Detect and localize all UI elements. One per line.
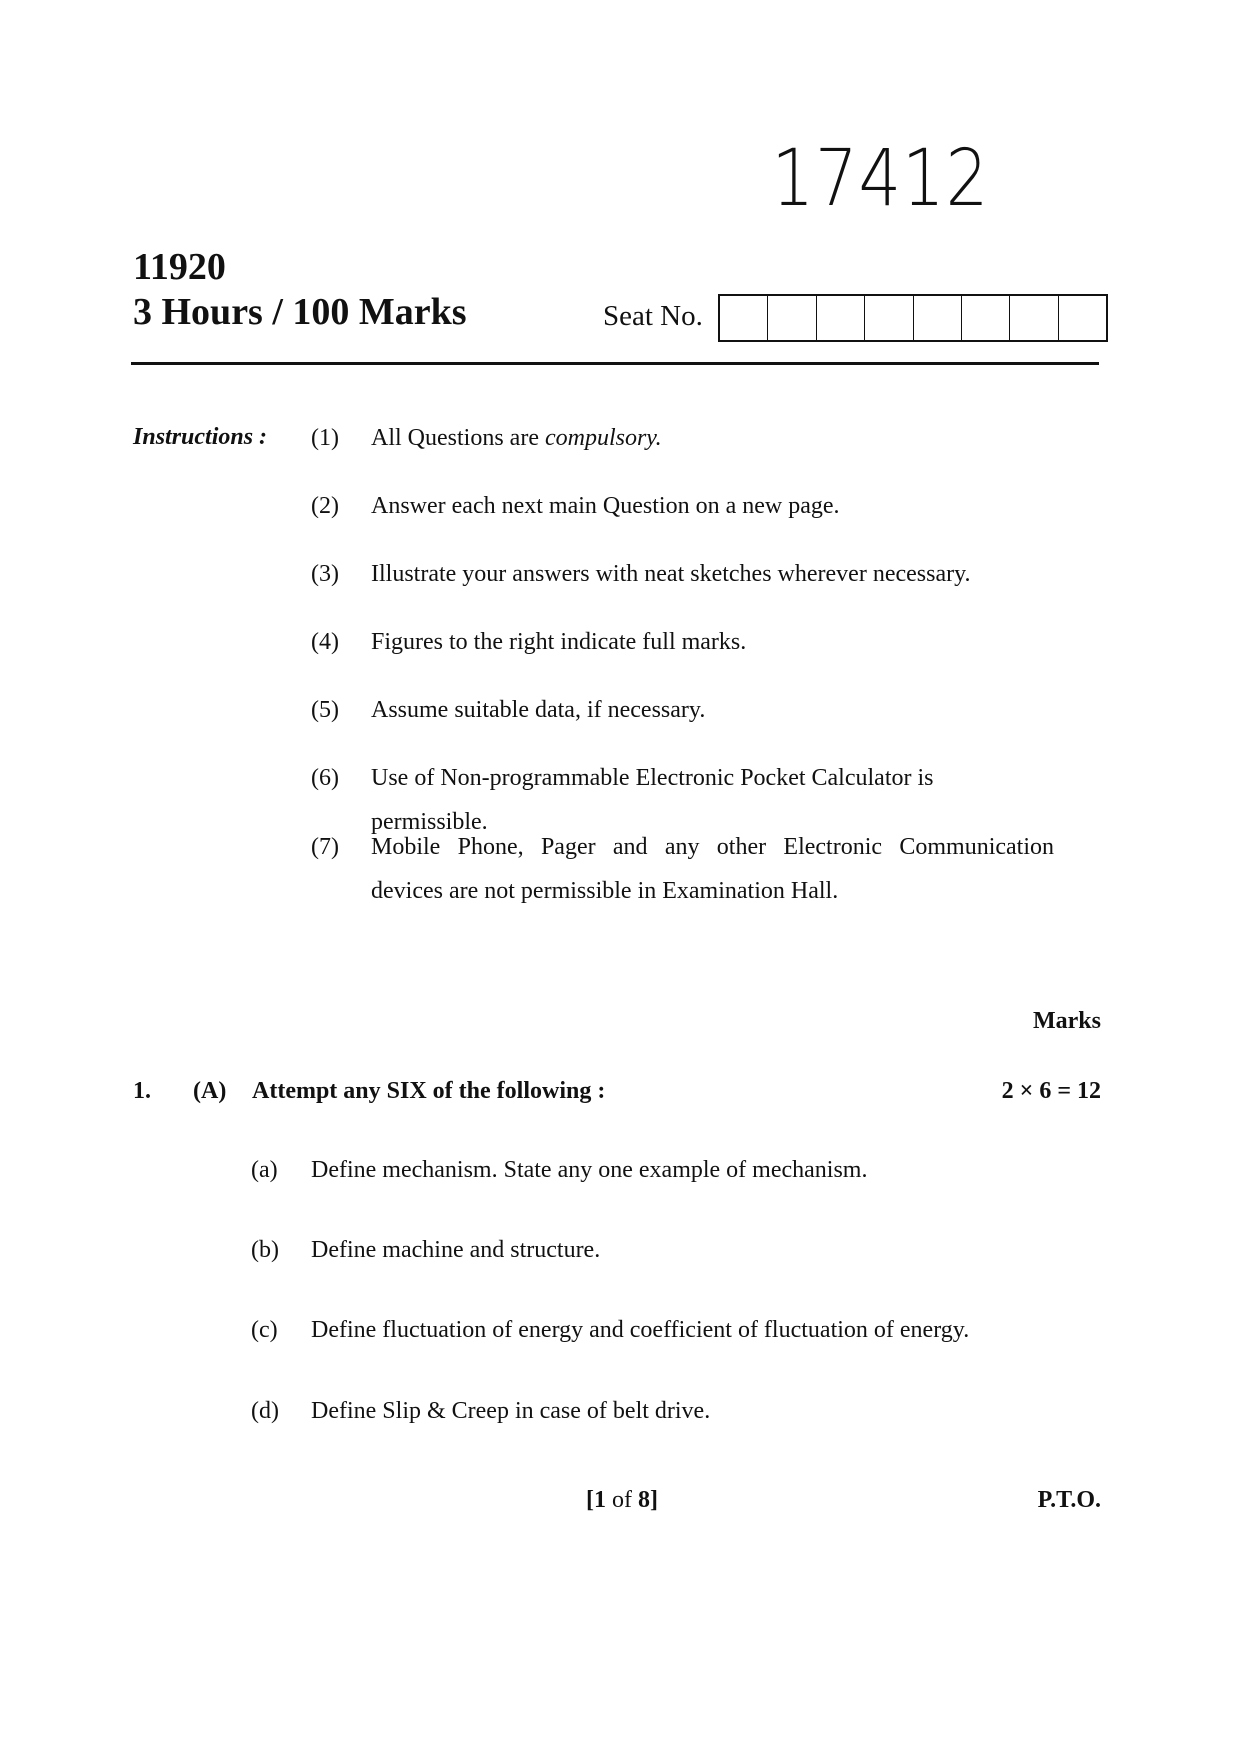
instruction-text: Use of Non-programmable Electronic Pocket Calculator is permissible. bbox=[371, 765, 934, 835]
paper-code: 17412 bbox=[771, 134, 989, 224]
sub-question-label: (d) bbox=[251, 1398, 279, 1424]
question-heading: Attempt any SIX of the following : bbox=[252, 1078, 606, 1104]
exam-code: 11920 bbox=[133, 246, 226, 288]
instruction-text: Assume suitable data, if necessary. bbox=[371, 697, 706, 723]
instruction-number: (2) bbox=[311, 493, 339, 519]
instruction-text: Figures to the right indicate full marks. bbox=[371, 629, 747, 655]
instruction-number: (3) bbox=[311, 561, 339, 587]
instruction-number: (6) bbox=[311, 765, 339, 791]
seat-digit-box[interactable] bbox=[962, 296, 1010, 340]
seat-digit-box[interactable] bbox=[1010, 296, 1058, 340]
marks-column-header: Marks bbox=[1033, 1008, 1101, 1034]
instruction-text: All Questions are compulsory. bbox=[371, 425, 662, 451]
question-number: 1. bbox=[133, 1078, 151, 1104]
please-turn-over: P.T.O. bbox=[1037, 1487, 1101, 1513]
sub-question-label: (a) bbox=[251, 1157, 278, 1183]
instruction-number: (7) bbox=[311, 834, 339, 860]
sub-question-text: Define fluctuation of energy and coefficient of fluctuation of energy. bbox=[311, 1317, 970, 1343]
question-marks: 2 × 6 = 12 bbox=[1001, 1078, 1101, 1104]
instruction-text: Illustrate your answers with neat sketches wherever necessary. bbox=[371, 561, 971, 587]
instructions-label: Instructions : bbox=[133, 424, 268, 450]
instruction-text-line: devices are not permissible in Examination Hall. bbox=[371, 878, 839, 904]
seat-digit-box[interactable] bbox=[1059, 296, 1106, 340]
duration-marks: 3 Hours / 100 Marks bbox=[133, 291, 467, 333]
instruction-number: (1) bbox=[311, 425, 339, 451]
page-indicator: [1 of 8] bbox=[586, 1487, 658, 1513]
seat-digit-box[interactable] bbox=[914, 296, 962, 340]
sub-question-text: Define machine and structure. bbox=[311, 1237, 601, 1263]
sub-question-label: (b) bbox=[251, 1237, 279, 1263]
seat-digit-box[interactable] bbox=[768, 296, 816, 340]
sub-question-text: Define Slip & Creep in case of belt drive. bbox=[311, 1398, 711, 1424]
instruction-text-line: Mobile Phone, Pager and any other Electronic Communication bbox=[371, 834, 1054, 860]
header-divider bbox=[131, 362, 1099, 365]
seat-number-boxes[interactable] bbox=[718, 294, 1108, 342]
seat-digit-box[interactable] bbox=[720, 296, 768, 340]
sub-question-label: (c) bbox=[251, 1317, 278, 1343]
seat-digit-box[interactable] bbox=[817, 296, 865, 340]
sub-question-text: Define mechanism. State any one example of mechanism. bbox=[311, 1157, 868, 1183]
question-part: (A) bbox=[193, 1078, 227, 1104]
instruction-text: Answer each next main Question on a new page. bbox=[371, 493, 840, 519]
seat-number-label: Seat No. bbox=[603, 300, 703, 332]
seat-digit-box[interactable] bbox=[865, 296, 913, 340]
instruction-number: (4) bbox=[311, 629, 339, 655]
instruction-number: (5) bbox=[311, 697, 339, 723]
